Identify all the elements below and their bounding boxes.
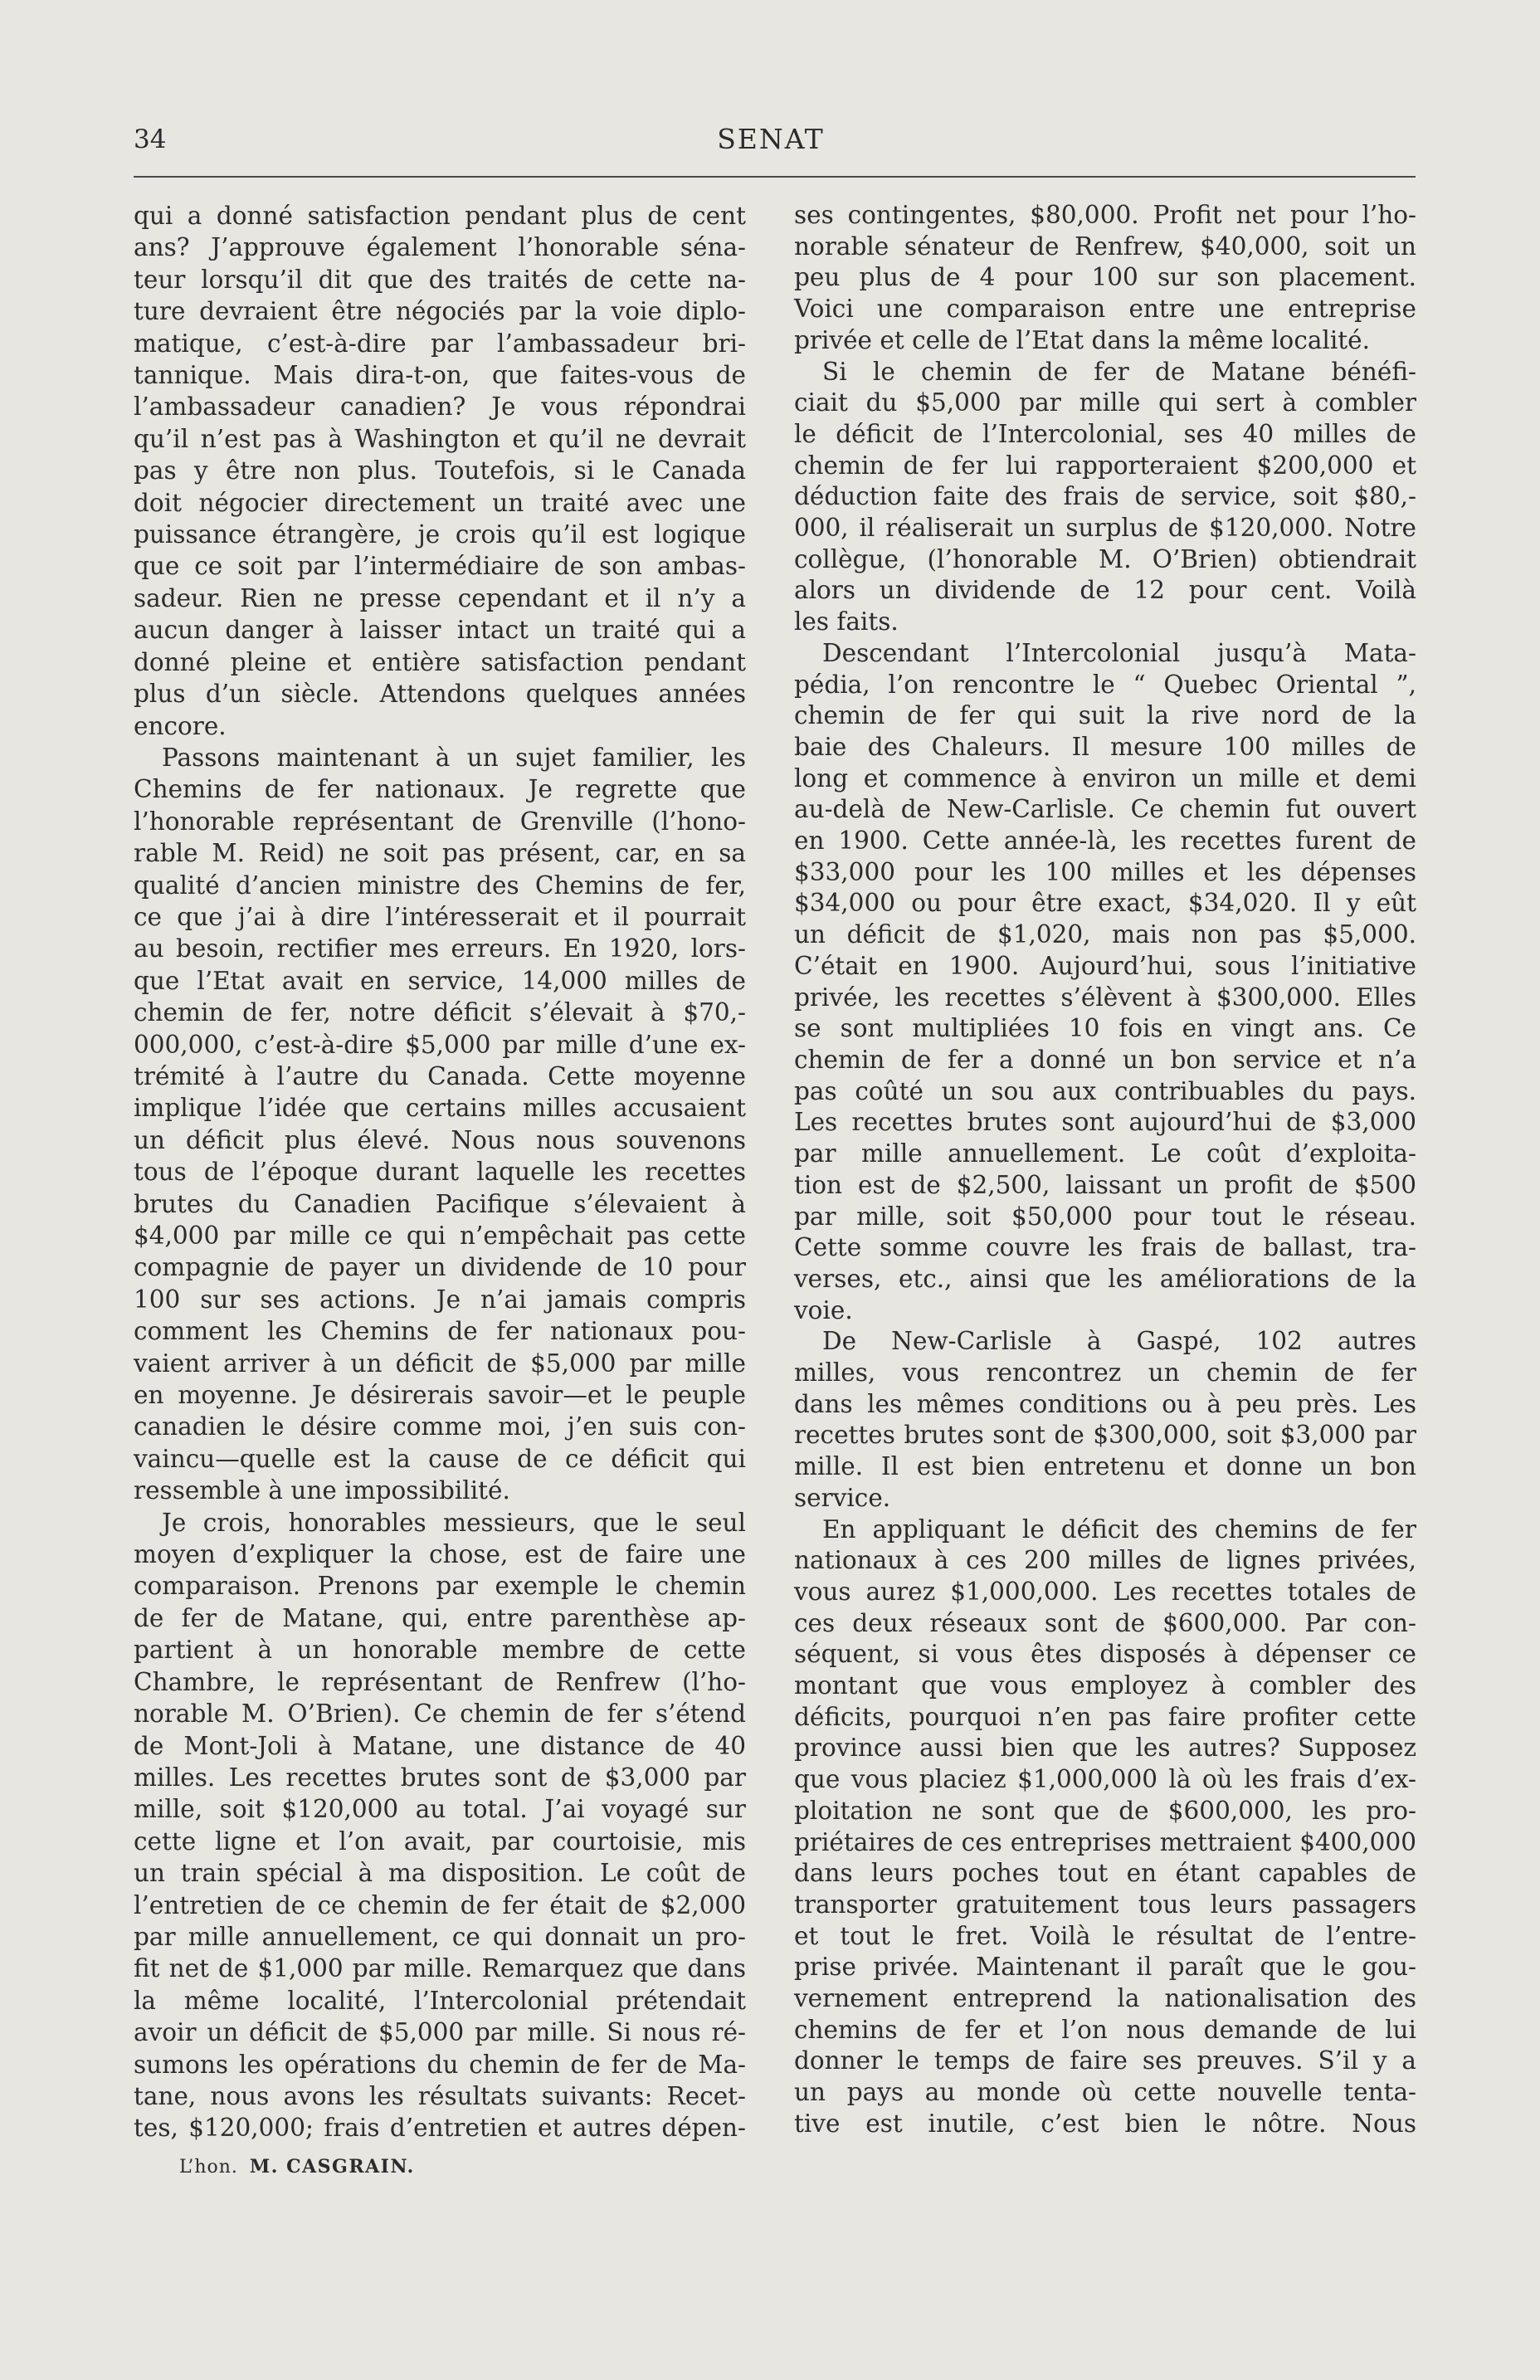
text-line: sadeur. Rien ne presse cependant et il n’y a: [134, 583, 746, 612]
text-line: encore.: [134, 711, 227, 740]
speaker-title: L’hon.: [179, 2157, 238, 2178]
text-line: en moyenne. Je désirerais savoir—et le peuple: [134, 1381, 746, 1410]
text-line: comparaison. Prenons par exemple le chemin: [134, 1572, 746, 1601]
text-line: tes, $120,000; frais d’entretien et autres dépen-: [134, 2114, 746, 2143]
text-line: le déficit de l’Intercolonial, ses 40 milles de: [794, 419, 1416, 448]
text-line: voie.: [794, 1295, 853, 1324]
text-line: dans leurs poches tout en étant capables de: [794, 1859, 1416, 1888]
text-line: Je crois, honorables messieurs, que le seul: [162, 1508, 746, 1537]
text-line: vous aurez $1,000,000. Les recettes totales de: [794, 1577, 1416, 1606]
text-line: Si le chemin de fer de Matane bénéfi-: [822, 357, 1416, 386]
text-line: tannique. Mais dira-t-on, que faites-vous de: [134, 361, 746, 390]
text-line: long et commence à environ un mille et demi: [794, 763, 1416, 793]
text-line: ans? J’approuve également l’honorable séna-: [134, 233, 746, 262]
text-line: chemins de fer et l’on nous demande de lui: [794, 2015, 1416, 2044]
text-line: norable M. O’Brien). Ce chemin de fer s’étend: [134, 1700, 746, 1729]
paragraph: [134, 742, 746, 1507]
text-line: collègue, (l’honorable M. O’Brien) obtiendrait: [794, 544, 1416, 573]
text-line: aucun danger à laisser intact un traité qui a: [134, 616, 746, 645]
text-line: Les recettes brutes sont aujourd’hui de $3,000: [794, 1108, 1416, 1137]
text-line: déduction faite des frais de service, soit $80,-: [794, 482, 1416, 511]
text-line: prise privée. Maintenant il paraît que le gou-: [794, 1953, 1416, 1982]
text-line: brutes du Canadien Pacifique s’élevaient à: [134, 1189, 746, 1218]
text-line: l’honorable représentant de Grenville (l’hono-: [134, 807, 746, 836]
text-line: pas y être non plus. Toutefois, si le Canada: [134, 456, 746, 485]
text-line: qui a donné satisfaction pendant plus de cent: [134, 202, 746, 230]
text-line: transporter gratuitement tous leurs passagers: [794, 1890, 1416, 1919]
text-line: 000,000, c’est-à-dire $5,000 par mille d’une ex-: [134, 1030, 746, 1059]
text-line: partient à un honorable membre de cette: [134, 1636, 746, 1665]
text-line: vernement entreprend la nationalisation des: [794, 1984, 1416, 2013]
right-column: [794, 200, 1416, 2140]
text-line: ressemble à une impossibilité.: [134, 1476, 510, 1505]
text-line: comment les Chemins de fer nationaux pou-: [134, 1317, 746, 1346]
text-line: baie des Chaleurs. Il mesure 100 milles de: [794, 732, 1416, 761]
text-line: alors un dividende de 12 pour cent. Voilà: [794, 576, 1416, 605]
page-number: 34: [134, 124, 167, 154]
paragraph: [134, 200, 746, 742]
text-line: avoir un déficit de $5,000 par mille. Si nous ré-: [134, 2018, 746, 2047]
text-line: En appliquant le déficit des chemins de fer: [822, 1514, 1416, 1544]
text-line: ploitation ne sont que de $600,000, les pro-: [794, 1796, 1416, 1825]
paragraph: [794, 1326, 1416, 1514]
text-line: pas coûté un sou aux contribuables du pays.: [794, 1076, 1416, 1105]
text-line: priétaires de ces entreprises mettraient $400,000: [794, 1827, 1416, 1856]
text-line: Cette somme couvre les frais de ballast, tra-: [794, 1233, 1416, 1262]
text-line: cette ligne et l’on avait, par courtoisie, mis: [134, 1826, 746, 1856]
text-line: nationaux à ces 200 milles de lignes privées,: [794, 1546, 1416, 1575]
text-line: par mille, soit $50,000 pour tout le réseau.: [794, 1202, 1416, 1231]
text-line: en 1900. Cette année-là, les recettes furent de: [794, 827, 1416, 856]
text-line: $33,000 pour les 100 milles et les dépenses: [794, 857, 1416, 886]
text-line: $34,000 ou pour être exact, $34,020. Il y eût: [794, 889, 1416, 918]
text-line: qualité d’ancien ministre des Chemins de fer,: [134, 871, 746, 900]
text-line: norable sénateur de Renfrew, $40,000, soit un: [794, 232, 1416, 261]
text-line: et tout le fret. Voilà le résultat de l’entre-: [794, 1921, 1416, 1950]
text-line: pédia, l’on rencontre le “ Quebec Oriental ”,: [794, 670, 1416, 699]
text-line: mille, soit $120,000 au total. J’ai voyagé sur: [134, 1795, 746, 1824]
header-rule: [134, 176, 1416, 178]
text-line: dans les mêmes conditions ou à peu près. Les: [794, 1389, 1416, 1418]
text-line: tive est inutile, c’est bien le nôtre. Nous: [794, 2109, 1416, 2138]
text-line: que l’Etat avait en service, 14,000 milles de: [134, 966, 746, 995]
text-line: $4,000 par mille ce qui n’empêchait pas cette: [134, 1222, 746, 1250]
text-line: chemin de fer, notre déficit s’élevait à $70,-: [134, 998, 746, 1027]
text-line: qu’il n’est pas à Washington et qu’il ne devrait: [134, 424, 746, 453]
text-line: service.: [794, 1483, 891, 1512]
text-line: C’était en 1900. Aujourd’hui, sous l’initiative: [794, 951, 1416, 980]
speaker-attribution: [179, 2154, 415, 2180]
text-line: au besoin, rectifier mes erreurs. En 1920, lors-: [134, 934, 746, 963]
text-line: de fer de Matane, qui, entre parenthèse ap-: [134, 1603, 746, 1632]
paragraph: [794, 1514, 1416, 2140]
text-line: milles, vous rencontrez un chemin de fer: [794, 1358, 1416, 1388]
text-line: ses contingentes, $80,000. Profit net pour l’ho-: [794, 201, 1416, 229]
text-line: ciait du $5,000 par mille qui sert à combler: [794, 388, 1416, 417]
text-line: montant que vous employez à combler des: [794, 1671, 1416, 1700]
text-line: que vous placiez $1,000,000 là où les frais d’ex-: [794, 1765, 1416, 1794]
text-line: que ce soit par l’intermédiaire de son ambas-: [134, 552, 746, 581]
text-line: chemin de fer lui rapporteraient $200,000 et: [794, 451, 1416, 480]
text-line: chemin de fer qui suit la rive nord de la: [794, 701, 1416, 730]
text-line: l’ambassadeur canadien? Je vous répondrai: [134, 393, 746, 422]
text-line: déficits, pourquoi n’en pas faire profiter cette: [794, 1702, 1416, 1731]
paragraph: [134, 1507, 746, 2144]
text-line: doit négocier directement un traité avec une: [134, 488, 746, 517]
speaker-name: M. CASGRAIN.: [249, 2156, 415, 2178]
text-line: ture devraient être négociés par la voie diplo-: [134, 297, 746, 326]
text-line: sumons les opérations du chemin de fer de Ma-: [134, 2050, 746, 2079]
left-column: [134, 200, 746, 2144]
text-line: vaient arriver à un déficit de $5,000 par mille: [134, 1349, 746, 1378]
text-line: implique l’idée que certains milles accusaient: [134, 1094, 746, 1123]
text-line: tane, nous avons les résultats suivants: Recet-: [134, 2081, 746, 2110]
text-line: un déficit plus élevé. Nous nous souvenons: [134, 1125, 746, 1154]
text-line: tion est de $2,500, laissant un profit de $500: [794, 1170, 1416, 1199]
text-line: mille. Il est bien entretenu et donne un bon: [794, 1452, 1416, 1481]
paragraph: [794, 638, 1416, 1326]
paragraph: [794, 200, 1416, 357]
text-line: donné pleine et entière satisfaction pendant: [134, 647, 746, 676]
text-line: plus d’un siècle. Attendons quelques années: [134, 680, 746, 709]
text-line: canadien le désire comme moi, j’en suis con-: [134, 1412, 746, 1441]
text-line: par mille annuellement, ce qui donnait un pro-: [134, 1922, 746, 1951]
text-line: vaincu—quelle est la cause de ce déficit qui: [134, 1444, 746, 1473]
text-line: puissance étrangère, je crois qu’il est logique: [134, 520, 746, 549]
text-line: teur lorsqu’il dit que des traités de cette na-: [134, 265, 746, 294]
text-line: de Mont-Joli à Matane, une distance de 40: [134, 1731, 746, 1760]
text-line: matique, c’est-à-dire par l’ambassadeur bri-: [134, 329, 746, 358]
text-line: rable M. Reid) ne soit pas présent, car, en sa: [134, 839, 746, 868]
text-line: Voici une comparaison entre une entreprise: [794, 295, 1416, 324]
text-line: fit net de $1,000 par mille. Remarquez que dans: [134, 1954, 746, 1983]
text-line: Chambre, le représentant de Renfrew (l’ho-: [134, 1667, 746, 1696]
text-line: peu plus de 4 pour 100 sur son placement.: [794, 263, 1416, 292]
text-line: un pays au monde où cette nouvelle tenta-: [794, 2078, 1416, 2107]
text-line: milles. Les recettes brutes sont de $3,000 par: [134, 1763, 746, 1792]
text-line: séquent, si vous êtes disposés à dépenser ce: [794, 1640, 1416, 1669]
text-line: trémité à l’autre du Canada. Cette moyenne: [134, 1061, 746, 1090]
text-line: chemin de fer a donné un bon service et n’a: [794, 1045, 1416, 1074]
running-head: SENAT: [717, 123, 825, 155]
text-line: un déficit de $1,020, mais non pas $5,000.: [794, 920, 1416, 949]
text-line: privée et celle de l’Etat dans la même localité.: [794, 325, 1370, 354]
paragraph: [794, 357, 1416, 638]
text-line: la même localité, l’Intercolonial prétendait: [134, 1986, 746, 2015]
text-line: 000, il réaliserait un surplus de $120,000. Notre: [794, 514, 1416, 543]
text-line: privée, les recettes s’élèvent à $300,000. Elles: [794, 983, 1416, 1012]
text-line: recettes brutes sont de $300,000, soit $3,000 par: [794, 1421, 1416, 1450]
text-line: Descendant l’Intercolonial jusqu’à Mata-: [822, 638, 1416, 667]
text-line: De New-Carlisle à Gaspé, 102 autres: [822, 1327, 1416, 1356]
text-line: verses, etc., ainsi que les améliorations de la: [794, 1264, 1416, 1293]
text-line: Passons maintenant à un sujet familier, les: [162, 743, 746, 772]
text-line: par mille annuellement. Le coût d’exploita-: [794, 1139, 1416, 1168]
text-line: les faits.: [794, 607, 899, 636]
text-line: moyen d’expliquer la chose, est de faire une: [134, 1540, 746, 1569]
text-line: un train spécial à ma disposition. Le coût de: [134, 1859, 746, 1888]
text-line: l’entretien de ce chemin de fer était de $2,000: [134, 1890, 746, 1919]
text-line: 100 sur ses actions. Je n’ai jamais compris: [134, 1285, 746, 1314]
text-line: province aussi bien que les autres? Supposez: [794, 1734, 1416, 1763]
text-line: compagnie de payer un dividende de 10 pour: [134, 1253, 746, 1282]
text-line: ces deux réseaux sont de $600,000. Par con-: [794, 1608, 1416, 1637]
text-line: tous de l’époque durant laquelle les recettes: [134, 1158, 746, 1187]
text-line: se sont multipliées 10 fois en vingt ans. Ce: [794, 1014, 1416, 1043]
text-line: ce que j’ai à dire l’intéresserait et il pourrait: [134, 902, 746, 931]
text-line: donner le temps de faire ses preuves. S’il y a: [794, 2046, 1416, 2075]
text-line: au-delà de New-Carlisle. Ce chemin fut ouvert: [794, 795, 1416, 824]
text-line: Chemins de fer nationaux. Je regrette que: [134, 775, 746, 804]
